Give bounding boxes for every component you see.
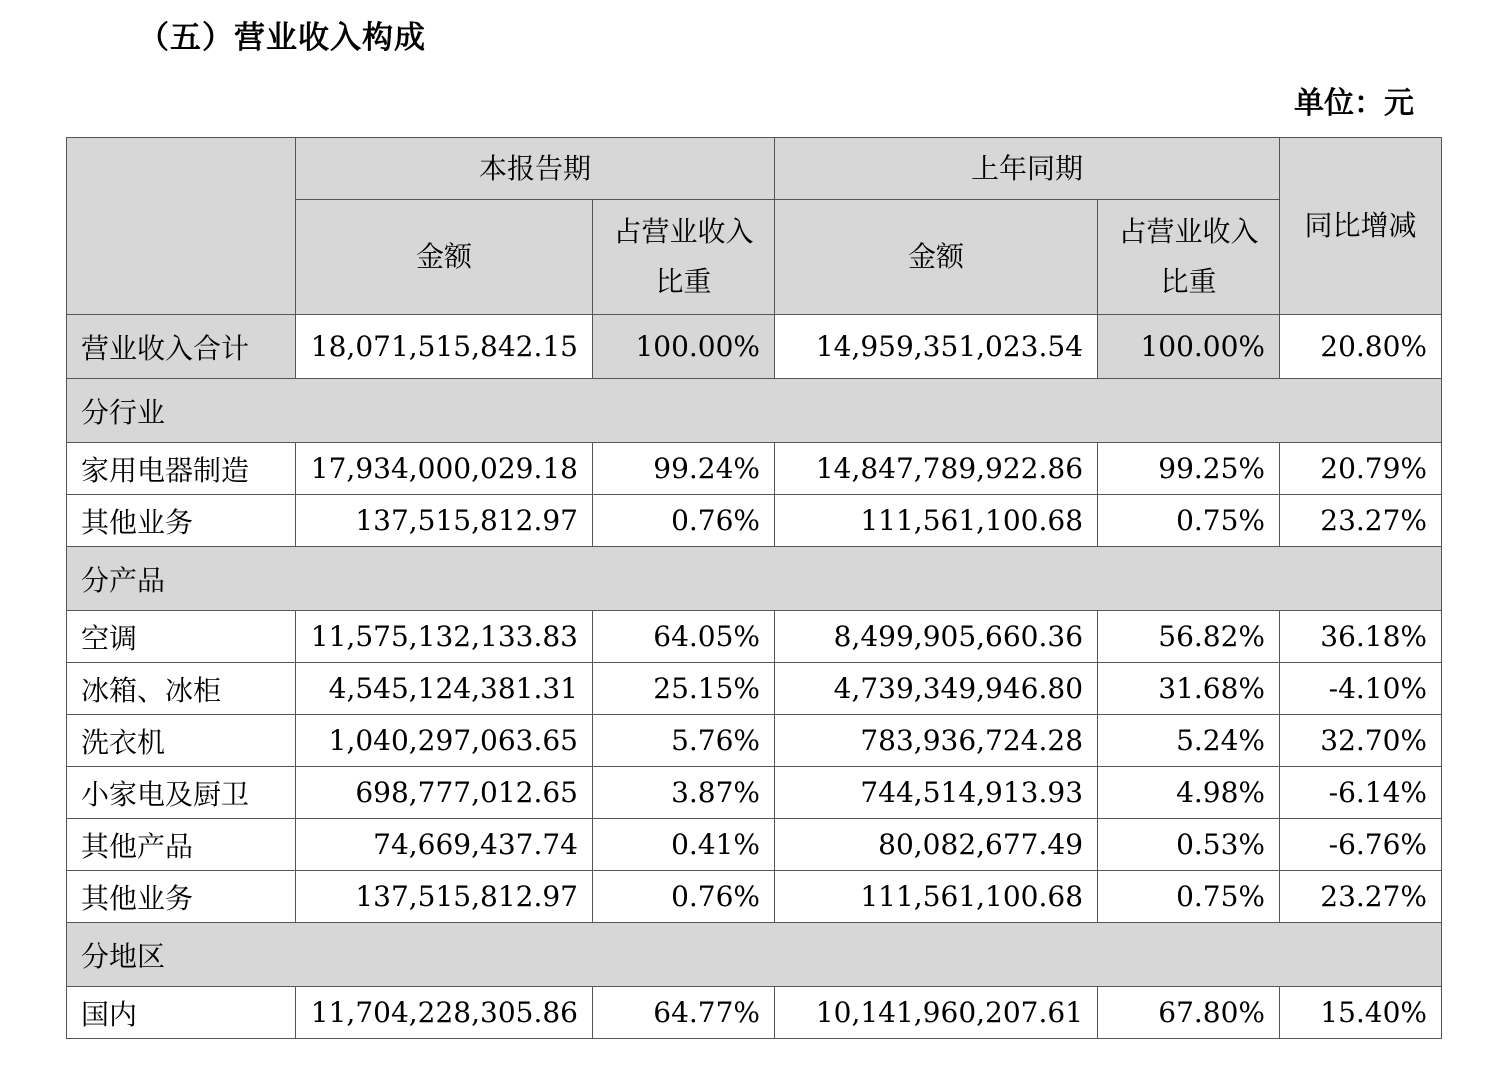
header-current-ratio-line2: 比重 [655,265,712,298]
row-prev-ratio: 31.68% [1098,663,1280,715]
row-prev-amount: 783,936,724.28 [775,715,1098,767]
row-prev-ratio: 0.75% [1098,495,1280,547]
row-label: 冰箱、冰柜 [67,663,296,715]
header-current-ratio-line1: 占营业收入 [613,215,754,248]
row-cur-ratio: 64.05% [593,611,775,663]
category-row-industry [67,379,1442,443]
header-prior-ratio-line2: 比重 [1160,265,1217,298]
row-prev-ratio: 0.53% [1098,819,1280,871]
total-cur-ratio: 100.00% [593,315,775,379]
row-cur-amount: 698,777,012.65 [296,767,593,819]
row-cur-ratio: 0.76% [593,495,775,547]
row-cur-amount: 137,515,812.97 [296,871,593,923]
table-row [67,819,1442,871]
category-title-industry: 分行业 [67,379,1442,443]
table-row [67,987,1442,1039]
row-cur-amount: 11,575,132,133.83 [296,611,593,663]
row-label: 小家电及厨卫 [67,767,296,819]
row-cur-amount: 4,545,124,381.31 [296,663,593,715]
header-blank-cell [67,138,296,315]
row-prev-ratio: 0.75% [1098,871,1280,923]
revenue-composition-table [66,137,1442,1039]
table-row [67,715,1442,767]
section-title: （五）营业收入构成 [138,20,426,56]
row-prev-amount: 744,514,913.93 [775,767,1098,819]
row-yoy: 15.40% [1280,987,1442,1039]
total-prev-ratio: 100.00% [1098,315,1280,379]
row-yoy: 23.27% [1280,871,1442,923]
unit-label: 单位：元 [1294,86,1414,121]
header-prior-amount: 金额 [775,200,1098,315]
row-prev-amount: 111,561,100.68 [775,495,1098,547]
category-row-product [67,547,1442,611]
row-yoy: 36.18% [1280,611,1442,663]
table-row [67,871,1442,923]
header-yoy: 同比增减 [1280,138,1442,315]
row-cur-ratio: 99.24% [593,443,775,495]
row-cur-ratio: 0.76% [593,871,775,923]
row-prev-amount: 111,561,100.68 [775,871,1098,923]
row-yoy: 23.27% [1280,495,1442,547]
category-title-region: 分地区 [67,923,1442,987]
row-cur-amount: 137,515,812.97 [296,495,593,547]
row-yoy: 20.79% [1280,443,1442,495]
table-row [67,611,1442,663]
row-prev-ratio: 99.25% [1098,443,1280,495]
header-prior-ratio [1098,200,1280,315]
row-prev-amount: 4,739,349,946.80 [775,663,1098,715]
category-title-product: 分产品 [67,547,1442,611]
table-row [67,663,1442,715]
row-prev-ratio: 5.24% [1098,715,1280,767]
header-prior-period: 上年同期 [775,138,1280,200]
total-prev-amount: 14,959,351,023.54 [775,315,1098,379]
row-cur-amount: 1,040,297,063.65 [296,715,593,767]
row-cur-ratio: 3.87% [593,767,775,819]
row-yoy: 32.70% [1280,715,1442,767]
row-label: 空调 [67,611,296,663]
row-label: 其他业务 [67,871,296,923]
row-label: 家用电器制造 [67,443,296,495]
row-cur-amount: 11,704,228,305.86 [296,987,593,1039]
row-cur-amount: 17,934,000,029.18 [296,443,593,495]
total-label: 营业收入合计 [67,315,296,379]
header-current-amount: 金额 [296,200,593,315]
header-current-period: 本报告期 [296,138,775,200]
row-label: 国内 [67,987,296,1039]
table-row [67,495,1442,547]
row-label: 其他产品 [67,819,296,871]
total-yoy: 20.80% [1280,315,1442,379]
row-yoy: -6.14% [1280,767,1442,819]
row-cur-ratio: 25.15% [593,663,775,715]
row-label: 洗衣机 [67,715,296,767]
row-yoy: -4.10% [1280,663,1442,715]
row-label: 其他业务 [67,495,296,547]
row-prev-amount: 14,847,789,922.86 [775,443,1098,495]
total-cur-amount: 18,071,515,842.15 [296,315,593,379]
row-prev-ratio: 4.98% [1098,767,1280,819]
row-cur-ratio: 5.76% [593,715,775,767]
row-cur-amount: 74,669,437.74 [296,819,593,871]
header-current-ratio [593,200,775,315]
header-prior-ratio-line1: 占营业收入 [1118,215,1259,248]
row-prev-amount: 10,141,960,207.61 [775,987,1098,1039]
row-prev-amount: 8,499,905,660.36 [775,611,1098,663]
row-prev-amount: 80,082,677.49 [775,819,1098,871]
row-cur-ratio: 0.41% [593,819,775,871]
category-row-region [67,923,1442,987]
row-prev-ratio: 67.80% [1098,987,1280,1039]
row-yoy: -6.76% [1280,819,1442,871]
table-row [67,443,1442,495]
total-row [67,315,1442,379]
row-prev-ratio: 56.82% [1098,611,1280,663]
row-cur-ratio: 64.77% [593,987,775,1039]
table-row [67,767,1442,819]
